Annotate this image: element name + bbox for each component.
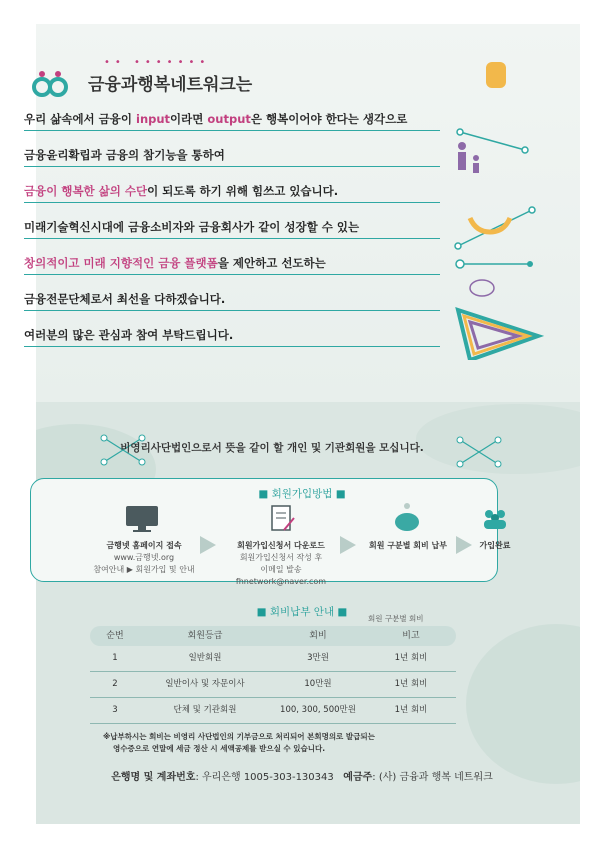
step-title: 회원가입신청서 다운로드 [237, 541, 325, 550]
highlight-text: output [207, 112, 251, 126]
highlight-text: 창의적이고 미래 지향적인 금융 플랫폼 [24, 256, 218, 270]
cell: 3 [112, 705, 118, 715]
piggy-bank-icon [392, 500, 422, 534]
bank-account: : 우리은행 1005-303-130343 [195, 772, 334, 783]
header-cell: 비고 [402, 631, 420, 641]
piggy-bank-icon [470, 280, 494, 296]
cell: 3만원 [307, 653, 329, 663]
intro-line [24, 108, 440, 131]
holder-name: : (사) 금융과 행복 네트워크 [372, 772, 493, 783]
table-header [90, 626, 456, 646]
header-cell: 순번 [106, 631, 124, 641]
step-sub[interactable]: www.금행넷.org [113, 553, 175, 562]
step-sub: 참여안내 ▶ 회원가입 및 안내 [93, 565, 195, 574]
step-arrow-icon [200, 536, 216, 554]
notice-line: ※납부하시는 회비는 비영리 사단법인의 기부금으로 처리되어 본회명의로 발급되는 [103, 732, 375, 741]
cell: 1년 회비 [394, 705, 428, 715]
step-title: 금행넷 홈페이지 접속 [106, 541, 182, 550]
join-method-title: ■ 회원가입방법 ■ [258, 488, 346, 500]
highlight-text: input [136, 112, 171, 126]
cell: 1년 회비 [394, 679, 428, 689]
bank-info [0, 768, 604, 783]
intro-lines [24, 108, 440, 360]
line-text: 우리 삶속에서 금융이 [24, 112, 136, 126]
cell: 100, 300, 500만원 [280, 705, 356, 715]
cell: 10만원 [304, 679, 332, 689]
join-step-2 [216, 540, 346, 588]
decor-icons [450, 60, 544, 360]
intro-line [24, 288, 440, 311]
join-step-1 [74, 540, 214, 576]
step-arrow-icon [340, 536, 356, 554]
holder-label: 예금주 [343, 772, 373, 783]
fee-notice [103, 731, 463, 755]
line-text: 을 제안하고 선도하는 [217, 256, 326, 270]
cell: 1년 회비 [394, 653, 428, 663]
cell: 일반회원 [188, 653, 222, 663]
triangle-play-logo-icon [458, 310, 538, 360]
join-step-3 [358, 540, 458, 552]
hands-icon [470, 218, 510, 232]
intro-line [24, 180, 440, 203]
hand-icon [486, 62, 506, 88]
cell: 1 [112, 653, 118, 663]
line-text: 여러분의 많은 관심과 참여 부탁드립니다. [24, 328, 234, 342]
brand-dots: •• ••••••• [104, 57, 211, 68]
line-text: 금융전문단체로서 최선을 다하겠습니다. [24, 292, 226, 306]
line-text: 은 행복이어야 한다는 생각으로 [250, 112, 408, 126]
highlight-text: 금융이 행복한 삶의 수단 [24, 184, 148, 198]
cell: 2 [112, 679, 118, 689]
step-sub: 회원가입신청서 작성 후 [239, 553, 323, 562]
cell: 단체 및 기관회원 [173, 705, 237, 715]
line-text: 미래기술혁신시대에 금융소비자와 금융회사가 같이 성장할 수 있는 [24, 220, 360, 234]
bank-label: 은행명 및 계좌번호 [111, 772, 196, 783]
join-step-4 [468, 540, 522, 552]
family-icon [458, 142, 479, 173]
header-cell: 회원등급 [187, 631, 223, 641]
intro-line [24, 144, 440, 167]
fee-note: 회원 구분별 회비 [368, 614, 424, 623]
step-sub[interactable]: 이메일 발송 fhnetwork@naver.com [235, 565, 327, 586]
infinity-logo-icon [30, 64, 92, 98]
members-icon [482, 508, 508, 530]
form-document-icon [270, 504, 296, 534]
table-row [90, 698, 456, 724]
cell: 일반이사 및 자문이사 [165, 679, 245, 689]
header-cell: 회비 [309, 631, 327, 641]
invite-text: 비영리사단법인으로서 뜻을 같이 할 개인 및 기관회원을 모십니다. [120, 442, 424, 454]
table-row [90, 672, 456, 698]
intro-line [24, 252, 440, 275]
monitor-icon [124, 504, 160, 534]
line-text: 이라면 [170, 112, 208, 126]
table-row [90, 646, 456, 672]
fee-table [90, 626, 456, 724]
intro-line [24, 216, 440, 239]
step-title: 가입완료 [479, 541, 511, 550]
line-text: 이 되도록 하기 위해 힘쓰고 있습니다. [147, 184, 339, 198]
step-title: 회원 구분별 회비 납부 [369, 541, 447, 550]
brand-title: 금융과행복네트워크는 [88, 75, 253, 95]
line-text: 금융윤리확립과 금융의 참기능을 통하여 [24, 148, 225, 162]
connector-line [460, 132, 525, 150]
notice-line: 영수증으로 연말에 세금 정산 시 세액공제를 받으실 수 있습니다. [113, 744, 326, 753]
fee-title: ■ 회비납부 안내 ■ [256, 606, 348, 618]
intro-line [24, 324, 440, 347]
